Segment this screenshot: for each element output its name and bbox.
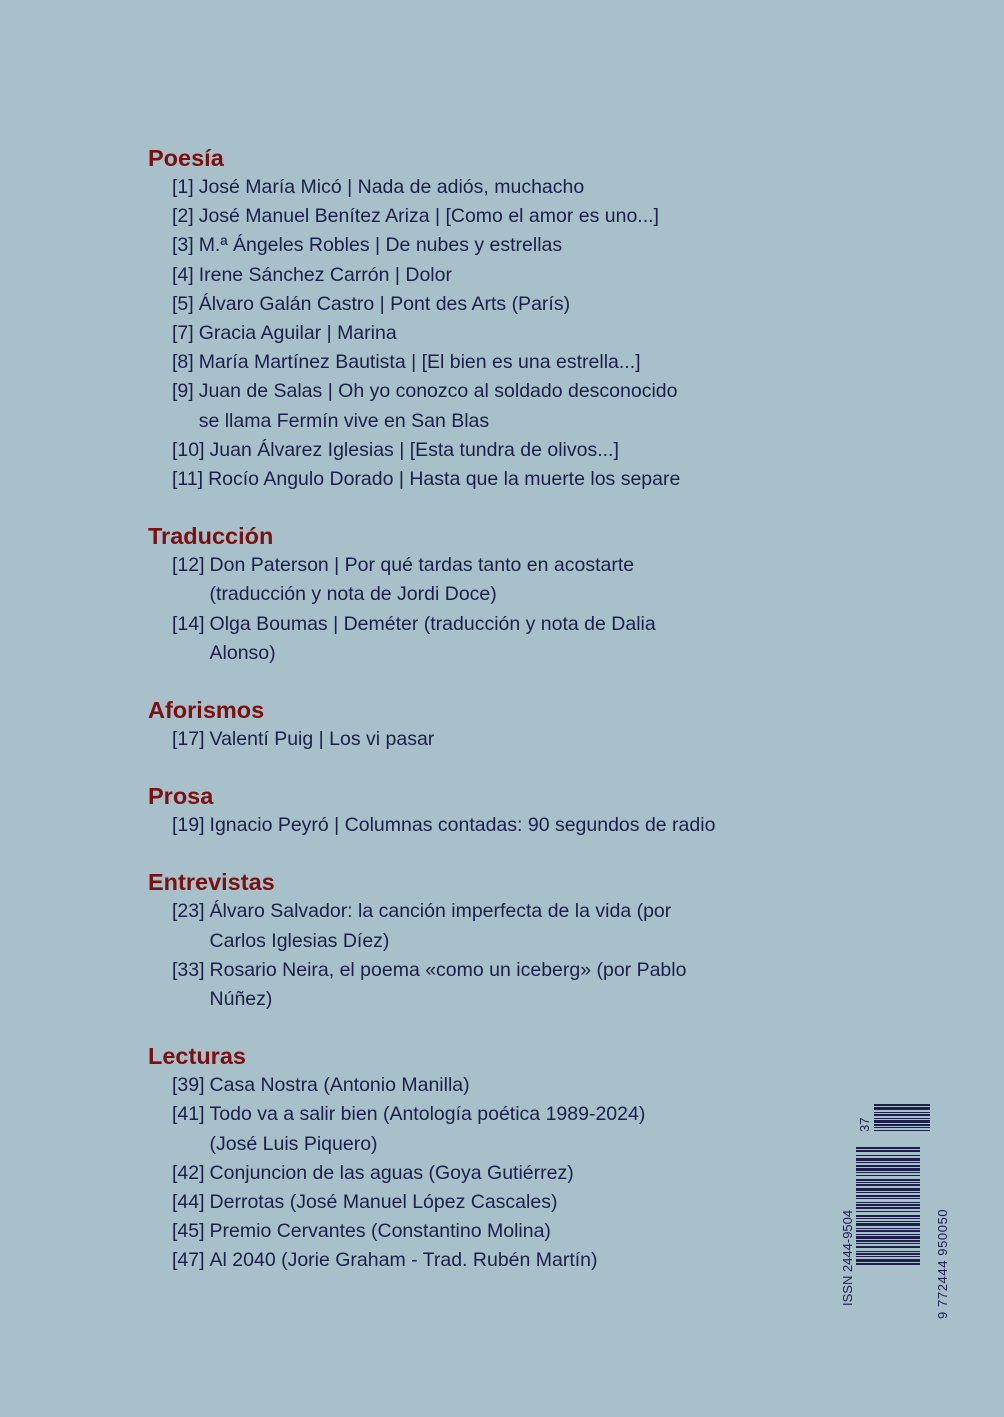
page-number: [12] bbox=[172, 554, 205, 577]
section-entrevistas bbox=[148, 867, 788, 1014]
toc-entry bbox=[148, 610, 788, 668]
barcode-bar bbox=[856, 1240, 920, 1242]
section-title: Poesía bbox=[148, 145, 224, 171]
entry-text: Olga Boumas | Deméter (traducción y nota de Dalia Alonso) bbox=[209, 612, 656, 664]
section-aforismos bbox=[148, 695, 788, 754]
barcode-bar bbox=[856, 1218, 920, 1219]
entry-text: Rocío Angulo Dorado | Hasta que la muerte los separe bbox=[208, 468, 681, 491]
page-number: [4] bbox=[172, 263, 194, 286]
barcode-bar bbox=[856, 1228, 920, 1229]
page-number: [14] bbox=[172, 612, 205, 635]
barcode-bar bbox=[856, 1234, 920, 1235]
barcode-bar bbox=[856, 1195, 920, 1197]
barcode-bar bbox=[874, 1104, 930, 1106]
entry-text: Conjuncion de las aguas (Goya Gutiérrez) bbox=[209, 1161, 574, 1184]
entry-text: Premio Cervantes (Constantino Molina) bbox=[209, 1220, 551, 1243]
barcode-bar bbox=[874, 1112, 930, 1113]
entry-text: Álvaro Salvador: la canción imperfecta de la vida (por Carlos Iglesias Díez) bbox=[209, 900, 672, 952]
page-number: [44] bbox=[172, 1191, 205, 1214]
barcode-bar bbox=[856, 1211, 920, 1212]
entry-text: Al 2040 (Jorie Graham - Trad. Rubén Martín) bbox=[209, 1249, 598, 1272]
page-number: [2] bbox=[172, 205, 194, 228]
section-title: Entrevistas bbox=[148, 869, 275, 896]
page-number: [8] bbox=[172, 351, 194, 374]
page-number: [9] bbox=[172, 380, 194, 403]
page-number: [5] bbox=[172, 292, 194, 315]
entry-text: José María Micó | Nada de adiós, muchacho bbox=[198, 176, 585, 198]
barcode-bar bbox=[856, 1202, 920, 1203]
page-number: [47] bbox=[172, 1249, 205, 1272]
page-number: [42] bbox=[172, 1161, 205, 1184]
toc-entry bbox=[148, 1217, 788, 1246]
barcode-bar bbox=[856, 1236, 920, 1239]
page-number: [33] bbox=[172, 958, 205, 981]
page-number: [45] bbox=[172, 1220, 205, 1243]
toc-entry bbox=[148, 231, 788, 260]
issn-label: ISSN 2444-9504 bbox=[840, 1209, 855, 1306]
barcode-bar bbox=[856, 1184, 920, 1186]
barcode-bar bbox=[856, 1246, 920, 1248]
toc-entry bbox=[148, 465, 788, 494]
section-title: Aforismos bbox=[148, 697, 265, 724]
section-traduccion bbox=[148, 521, 788, 668]
page-number: [10] bbox=[172, 438, 205, 461]
page-number: [3] bbox=[172, 234, 194, 257]
barcode-bar bbox=[874, 1107, 930, 1110]
barcode-bar bbox=[856, 1263, 920, 1265]
page-number: [1] bbox=[172, 176, 194, 198]
barcode-bar bbox=[856, 1223, 920, 1226]
toc-entry bbox=[148, 956, 788, 1014]
entry-text: Juan Álvarez Iglesias | [Esta tundra de olivos...] bbox=[209, 438, 619, 461]
section-lecturas bbox=[148, 1041, 788, 1275]
barcode-bar bbox=[856, 1243, 920, 1244]
barcode-bar bbox=[856, 1158, 920, 1161]
barcode-bar bbox=[856, 1204, 920, 1206]
page-number: [23] bbox=[172, 900, 205, 923]
barcode-bar bbox=[856, 1188, 920, 1191]
barcode-bar bbox=[856, 1155, 920, 1156]
barcode-number: 772444 950050 bbox=[935, 1208, 950, 1307]
entry-text: José Manuel Benítez Ariza | [Como el amor es uno...] bbox=[198, 205, 659, 228]
section-poesia bbox=[148, 143, 788, 494]
page-number: [17] bbox=[172, 728, 205, 751]
page-number: [7] bbox=[172, 322, 194, 345]
section-title: Traducción bbox=[148, 523, 274, 550]
barcode-bar bbox=[856, 1168, 920, 1171]
barcode-bar bbox=[856, 1172, 920, 1173]
toc-entry bbox=[148, 202, 788, 231]
barcode-bar bbox=[856, 1147, 920, 1149]
barcode-bar bbox=[856, 1198, 920, 1199]
toc-entry bbox=[148, 551, 788, 609]
toc-entry bbox=[148, 290, 788, 319]
page-number: [19] bbox=[172, 814, 205, 837]
entry-text: Irene Sánchez Carrón | Dolor bbox=[198, 263, 452, 286]
entry-text: María Martínez Bautista | [El bien es una estrella...] bbox=[198, 351, 641, 374]
entry-text: Casa Nostra (Antonio Manilla) bbox=[209, 1074, 470, 1097]
toc-entry bbox=[148, 1100, 788, 1158]
barcode-first-digit: 9 bbox=[935, 1311, 950, 1319]
barcode-bar bbox=[874, 1130, 930, 1131]
section-title: Lecturas bbox=[148, 1043, 246, 1070]
barcode-bar bbox=[856, 1230, 920, 1232]
barcode-bar bbox=[856, 1162, 920, 1163]
barcode-main-bars bbox=[856, 1147, 920, 1305]
barcode-bar bbox=[874, 1114, 930, 1116]
barcode-bar bbox=[856, 1192, 920, 1193]
toc-entry bbox=[148, 897, 788, 955]
barcode-addon-bars bbox=[874, 1104, 930, 1136]
barcode-bar bbox=[856, 1165, 920, 1167]
barcode-bar bbox=[874, 1120, 930, 1123]
barcode-bar bbox=[856, 1175, 920, 1176]
entry-text: Juan de Salas | Oh yo conozco al soldado desconocido se llama Fermín vive en San Blas bbox=[198, 380, 678, 432]
toc-entry bbox=[148, 725, 788, 754]
barcode-bar bbox=[856, 1207, 920, 1209]
toc-entry bbox=[148, 1159, 788, 1188]
toc-entry bbox=[148, 1071, 788, 1100]
toc-entry bbox=[148, 319, 788, 348]
barcode-bar bbox=[874, 1118, 930, 1119]
toc-entry bbox=[148, 377, 788, 435]
toc-entry bbox=[148, 811, 788, 840]
barcode-bar bbox=[856, 1253, 920, 1255]
toc-entry bbox=[148, 173, 788, 202]
entry-text: Don Paterson | Por qué tardas tanto en acostarte (traducción y nota de Jordi Doce) bbox=[209, 554, 635, 606]
barcode-bar bbox=[856, 1256, 920, 1257]
table-of-contents bbox=[148, 143, 788, 1303]
toc-entry bbox=[148, 261, 788, 290]
barcode-bar bbox=[856, 1251, 920, 1252]
section-title: Prosa bbox=[148, 783, 214, 810]
toc-entry bbox=[148, 1246, 788, 1275]
entry-text: Rosario Neira, el poema «como un iceberg» (por Pablo Núñez) bbox=[209, 958, 687, 1011]
barcode-bar bbox=[856, 1259, 920, 1262]
entry-text: M.ª Ángeles Robles | De nubes y estrellas bbox=[198, 234, 563, 257]
entry-text: Ignacio Peyró | Columnas contadas: 90 segundos de radio bbox=[209, 814, 716, 837]
barcode-digits bbox=[935, 1209, 950, 1319]
barcode-bar bbox=[856, 1150, 920, 1152]
page-number: [11] bbox=[172, 468, 204, 491]
barcode-bar bbox=[874, 1124, 930, 1126]
barcode-bar bbox=[856, 1215, 920, 1217]
page-number: [39] bbox=[172, 1074, 205, 1097]
toc-entry bbox=[148, 348, 788, 377]
entry-text: Gracia Aguilar | Marina bbox=[198, 322, 397, 345]
section-prosa bbox=[148, 781, 788, 840]
entry-text: Todo va a salir bien (Antología poética 1989-2024) (José Luis Piquero) bbox=[209, 1103, 646, 1155]
barcode-bar bbox=[856, 1182, 920, 1183]
toc-entry bbox=[148, 436, 788, 465]
toc-entry bbox=[148, 1188, 788, 1217]
barcode-bar bbox=[874, 1127, 930, 1128]
barcode-bar bbox=[856, 1179, 920, 1181]
entry-text: Derrotas (José Manuel López Cascales) bbox=[209, 1191, 558, 1214]
page-number: [41] bbox=[172, 1103, 205, 1126]
entry-text: Álvaro Galán Castro | Pont des Arts (París) bbox=[198, 292, 571, 315]
barcode-addon-number: 37 bbox=[857, 1117, 872, 1132]
entry-text: Valentí Puig | Los vi pasar bbox=[209, 728, 435, 751]
barcode-bar bbox=[856, 1221, 920, 1222]
